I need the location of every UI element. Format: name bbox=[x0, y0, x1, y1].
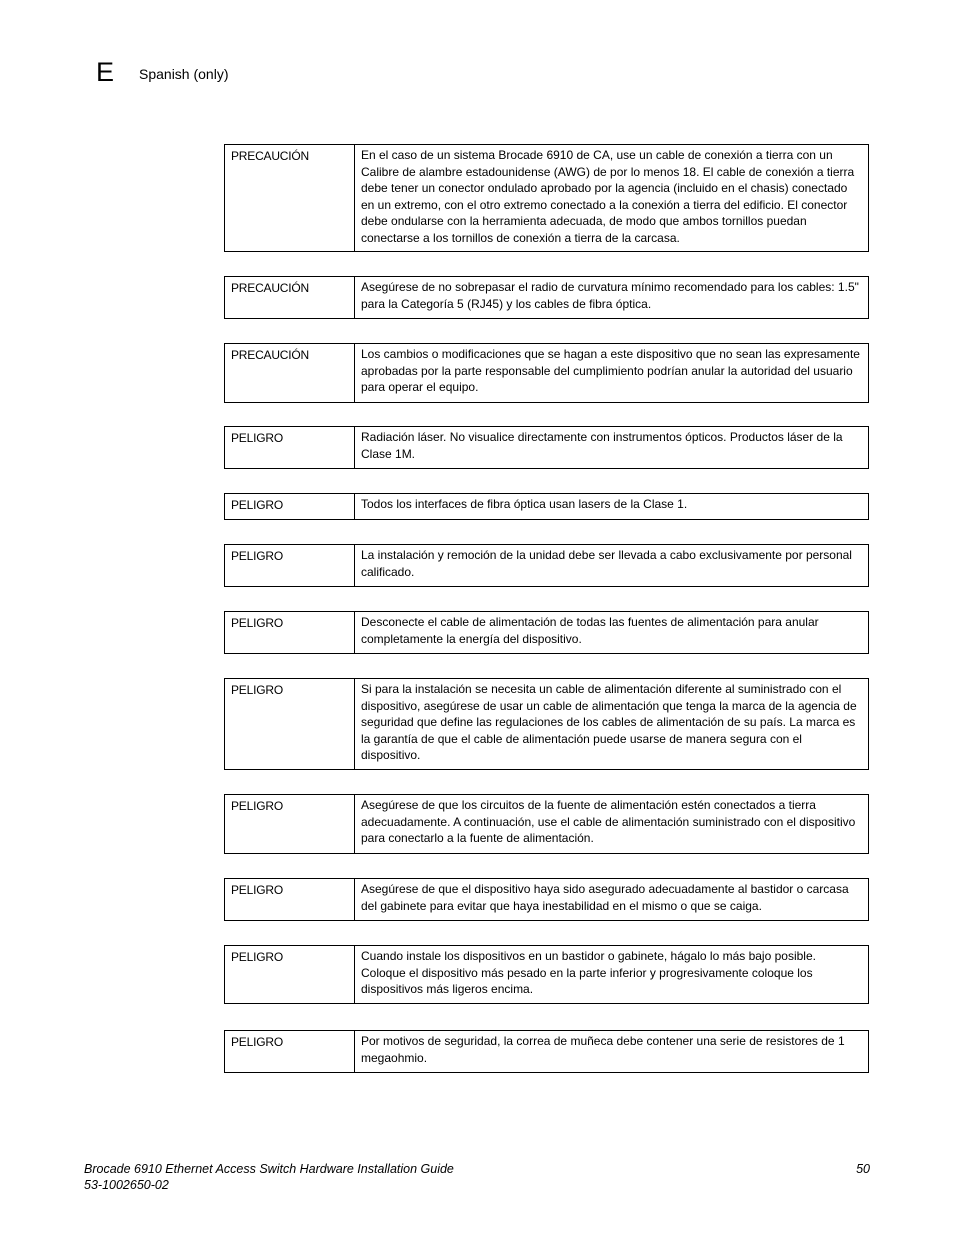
notice-label: PELIGRO bbox=[225, 879, 355, 920]
notice-box-11 bbox=[224, 945, 869, 1004]
footer-doc-number: 53-1002650-02 bbox=[84, 1178, 169, 1192]
notice-box-6 bbox=[224, 544, 869, 587]
notice-text: Asegúrese de que los circuitos de la fuente de alimentación estén conectados a tierra adecuadamente. A continuación, use el cable de alimentación suministrado con el dispositivo para conectarlo a la fuente de alimentación. bbox=[361, 798, 856, 845]
notice-text: Asegúrese de que el dispositivo haya sido asegurado adecuadamente al bastidor o carcasa del gabinete para evitar que haya inestabilidad en el mismo o que se caiga. bbox=[361, 882, 849, 913]
notice-label: PELIGRO bbox=[225, 946, 355, 1003]
notice-box-1 bbox=[224, 144, 869, 252]
notice-text: Si para la instalación se necesita un cable de alimentación diferente al suministrado con el dispositivo, asegúrese de usar un cable de alimentación que tenga la marca de la agencia de seguridad que define las regulaciones de los cables de alimentación de su país. La marca es la garantía de que el cable de alimentación puede usarse de manera segura con el dispositivo. bbox=[361, 682, 857, 762]
notice-label: PELIGRO bbox=[225, 545, 355, 586]
notice-box-10 bbox=[224, 878, 869, 921]
notice-label: PELIGRO bbox=[225, 679, 355, 769]
notice-box-12 bbox=[224, 1030, 869, 1073]
notice-text: Los cambios o modificaciones que se hagan a este dispositivo que no sean las expresamente aprobadas por la parte responsable del cumplimiento podrían anular la autoridad del usuario para operar el equipo. bbox=[361, 347, 860, 394]
notice-text: La instalación y remoción de la unidad debe ser llevada a cabo exclusivamente por personal calificado. bbox=[361, 548, 852, 579]
notice-label: PELIGRO bbox=[225, 1031, 355, 1072]
notice-text: Desconecte el cable de alimentación de todas las fuentes de alimentación para anular completamente la energía del dispositivo. bbox=[361, 615, 819, 646]
appendix-letter: E bbox=[96, 57, 115, 87]
notice-text: Radiación láser. No visualice directamente con instrumentos ópticos. Productos láser de la Clase 1M. bbox=[361, 430, 843, 461]
notice-label: PELIGRO bbox=[225, 427, 355, 468]
notice-text: Todos los interfaces de fibra óptica usan lasers de la Clase 1. bbox=[361, 497, 688, 511]
footer-page-number: 50 bbox=[856, 1162, 870, 1176]
notice-text: Por motivos de seguridad, la correa de muñeca debe contener una serie de resistores de 1 megaohmio. bbox=[361, 1034, 845, 1065]
notice-text: Cuando instale los dispositivos en un bastidor o gabinete, hágalo lo más bajo posible. Coloque el dispositivo más pesado en la parte inferior y progresivamente coloque los dispositivos más ligeros encima. bbox=[361, 949, 816, 996]
notice-label: PRECAUCIÓN bbox=[225, 277, 355, 318]
notice-box-3 bbox=[224, 343, 869, 403]
footer-doc-title: Brocade 6910 Ethernet Access Switch Hardware Installation Guide bbox=[84, 1162, 454, 1176]
notice-label: PRECAUCIÓN bbox=[225, 145, 355, 251]
notice-box-4 bbox=[224, 426, 869, 469]
notice-box-5 bbox=[224, 493, 869, 520]
notice-label: PRECAUCIÓN bbox=[225, 344, 355, 402]
notice-box-7 bbox=[224, 611, 869, 654]
notice-text: Asegúrese de no sobrepasar el radio de curvatura mínimo recomendado para los cables: 1.5" para la Categoría 5 (RJ45) y los cables de fibra óptica. bbox=[361, 280, 859, 311]
notice-text: En el caso de un sistema Brocade 6910 de CA, use un cable de conexión a tierra con un Calibre de alambre estadounidense (AWG) de por lo menos 18. El cable de conexión a tierra debe tener un conector ondulado aprobado por la agencia (incluido en el chasis) conectado en un extremo, con el otro extremo conectado a la conexión a tierra del edificio. El conector debe ondularse con la herramienta adecuada, de modo que ambos tornillos puedan conectarse a los tornillos de conexión a tierra de la carcasa. bbox=[361, 148, 855, 245]
notice-label: PELIGRO bbox=[225, 494, 355, 519]
notice-box-2 bbox=[224, 276, 869, 319]
section-title: Spanish (only) bbox=[139, 66, 229, 82]
notice-label: PELIGRO bbox=[225, 612, 355, 653]
notice-box-8 bbox=[224, 678, 869, 770]
notice-label: PELIGRO bbox=[225, 795, 355, 853]
notice-box-9 bbox=[224, 794, 869, 854]
